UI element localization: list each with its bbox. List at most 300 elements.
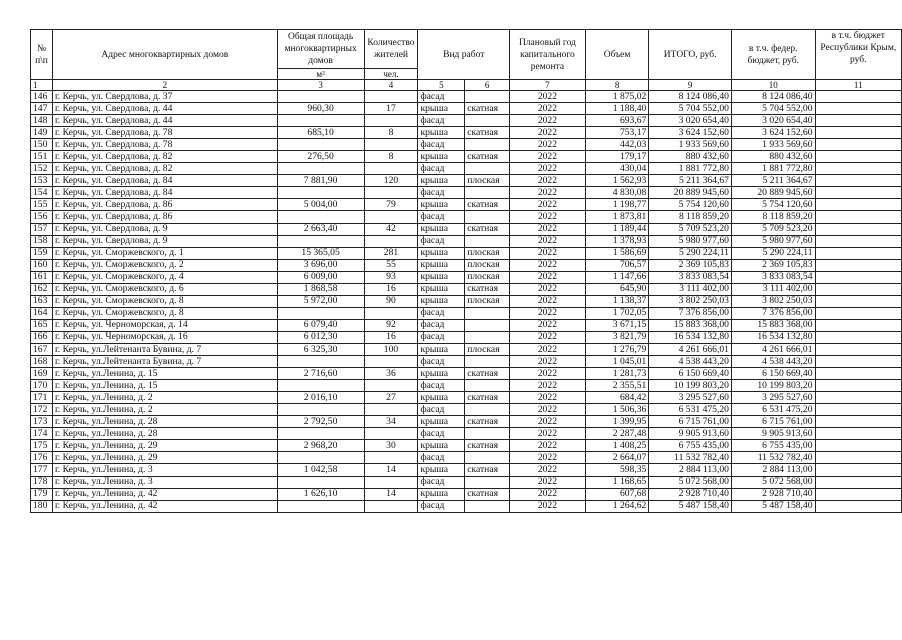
header-federal: в т.ч. федер. бюджет, руб. xyxy=(731,30,815,80)
address-cell: г. Керчь, ул. Свердлова, д. 86 xyxy=(52,199,277,211)
header-residents: Количество жителей xyxy=(364,30,418,69)
area-cell xyxy=(277,404,364,416)
address-cell: г. Керчь, ул. Свердлова, д. 78 xyxy=(52,127,277,139)
volume-cell: 684,42 xyxy=(585,392,649,404)
federal-cell: 3 624 152,60 xyxy=(731,127,815,139)
residents-cell xyxy=(364,211,418,223)
year-cell: 2022 xyxy=(510,416,586,428)
year-cell: 2022 xyxy=(510,476,586,488)
federal-cell: 3 833 083,54 xyxy=(731,271,815,283)
year-cell: 2022 xyxy=(510,368,586,380)
roof-type-cell xyxy=(465,235,510,247)
work-type-cell: крыша xyxy=(418,259,465,271)
address-cell: г. Керчь, ул.Ленина, д. 2 xyxy=(52,404,277,416)
volume-cell: 1 873,81 xyxy=(585,211,649,223)
area-cell: 15 365,05 xyxy=(277,247,364,259)
roof-type-cell xyxy=(465,452,510,464)
residents-cell: 100 xyxy=(364,343,418,355)
year-cell: 2022 xyxy=(510,223,586,235)
volume-cell: 1 399,95 xyxy=(585,416,649,428)
volume-cell: 1 198,77 xyxy=(585,199,649,211)
table-row xyxy=(31,307,902,319)
total-cell: 880 432,60 xyxy=(649,151,732,163)
total-cell: 6 150 669,40 xyxy=(649,368,732,380)
address-cell: г. Керчь, ул.Ленина, д. 15 xyxy=(52,368,277,380)
roof-type-cell xyxy=(465,319,510,331)
federal-cell: 8 124 086,40 xyxy=(731,91,815,103)
roof-type-cell: плоская xyxy=(465,175,510,187)
row-number: 172 xyxy=(31,404,53,416)
year-cell: 2022 xyxy=(510,139,586,151)
work-type-cell: фасад xyxy=(418,476,465,488)
row-number: 176 xyxy=(31,452,53,464)
year-cell: 2022 xyxy=(510,151,586,163)
row-number: 157 xyxy=(31,223,53,235)
residents-cell xyxy=(364,235,418,247)
table-row xyxy=(31,163,902,175)
crimea-cell xyxy=(815,488,901,500)
header-year: Плановый год капитального ремонта xyxy=(510,30,586,80)
residents-cell: 120 xyxy=(364,175,418,187)
table-row xyxy=(31,416,902,428)
header-address: Адрес многоквартирных домов xyxy=(52,30,277,80)
year-cell: 2022 xyxy=(510,295,586,307)
residents-cell: 27 xyxy=(364,392,418,404)
work-type-cell: фасад xyxy=(418,452,465,464)
crimea-cell xyxy=(815,307,901,319)
area-cell: 7 881,90 xyxy=(277,175,364,187)
residents-cell xyxy=(364,500,418,512)
residents-cell: 8 xyxy=(364,127,418,139)
total-cell: 1 933 569,60 xyxy=(649,139,732,151)
residents-cell: 14 xyxy=(364,488,418,500)
crimea-cell xyxy=(815,247,901,259)
roof-type-cell: скатная xyxy=(465,392,510,404)
row-number: 159 xyxy=(31,247,53,259)
header-area: Общая площадь многоквартирных домов xyxy=(277,30,364,69)
table-row xyxy=(31,404,902,416)
crimea-cell xyxy=(815,500,901,512)
total-cell: 2 884 113,00 xyxy=(649,464,732,476)
work-type-cell: крыша xyxy=(418,127,465,139)
volume-cell: 1 189,44 xyxy=(585,223,649,235)
header-area-unit: м² xyxy=(277,69,364,80)
crimea-cell xyxy=(815,115,901,127)
year-cell: 2022 xyxy=(510,199,586,211)
total-cell: 5 290 224,11 xyxy=(649,247,732,259)
crimea-cell xyxy=(815,175,901,187)
roof-type-cell xyxy=(465,187,510,199)
crimea-cell xyxy=(815,103,901,115)
roof-type-cell xyxy=(465,356,510,368)
total-cell: 3 802 250,03 xyxy=(649,295,732,307)
total-cell: 5 709 523,20 xyxy=(649,223,732,235)
column-number: 11 xyxy=(815,80,901,91)
work-type-cell: крыша xyxy=(418,440,465,452)
area-cell: 2 716,60 xyxy=(277,368,364,380)
table-row xyxy=(31,175,902,187)
address-cell: г. Керчь, ул. Сморжевского, д. 4 xyxy=(52,271,277,283)
table-row xyxy=(31,271,902,283)
header-residents-unit: чел. xyxy=(364,69,418,80)
federal-cell: 6 715 761,00 xyxy=(731,416,815,428)
roof-type-cell xyxy=(465,139,510,151)
crimea-cell xyxy=(815,187,901,199)
roof-type-cell: скатная xyxy=(465,199,510,211)
residents-cell: 16 xyxy=(364,331,418,343)
work-type-cell: крыша xyxy=(418,392,465,404)
year-cell: 2022 xyxy=(510,91,586,103)
area-cell xyxy=(277,428,364,440)
row-number: 174 xyxy=(31,428,53,440)
address-cell: г. Керчь, ул. Свердлова, д. 78 xyxy=(52,139,277,151)
column-number: 1 xyxy=(31,80,53,91)
row-number: 162 xyxy=(31,283,53,295)
roof-type-cell: плоская xyxy=(465,271,510,283)
table-row xyxy=(31,488,902,500)
address-cell: г. Керчь, ул. Свердлова, д. 37 xyxy=(52,91,277,103)
roof-type-cell: скатная xyxy=(465,103,510,115)
volume-cell: 1 168,65 xyxy=(585,476,649,488)
volume-cell: 1 378,93 xyxy=(585,235,649,247)
residents-cell: 36 xyxy=(364,368,418,380)
federal-cell: 3 020 654,40 xyxy=(731,115,815,127)
work-type-cell: фасад xyxy=(418,91,465,103)
row-number: 163 xyxy=(31,295,53,307)
federal-cell: 2 928 710,40 xyxy=(731,488,815,500)
federal-cell: 6 531 475,20 xyxy=(731,404,815,416)
area-cell xyxy=(277,187,364,199)
row-number: 149 xyxy=(31,127,53,139)
area-cell: 1 868,58 xyxy=(277,283,364,295)
volume-cell: 1 045,01 xyxy=(585,356,649,368)
volume-cell: 1 408,25 xyxy=(585,440,649,452)
federal-cell: 880 432,60 xyxy=(731,151,815,163)
federal-cell: 5 709 523,20 xyxy=(731,223,815,235)
year-cell: 2022 xyxy=(510,319,586,331)
federal-cell: 5 211 364,67 xyxy=(731,175,815,187)
total-cell: 8 124 086,40 xyxy=(649,91,732,103)
work-type-cell: крыша xyxy=(418,343,465,355)
roof-type-cell xyxy=(465,115,510,127)
year-cell: 2022 xyxy=(510,115,586,127)
header-volume: Объем xyxy=(585,30,649,80)
table-row xyxy=(31,211,902,223)
volume-cell: 179,17 xyxy=(585,151,649,163)
table-row xyxy=(31,91,902,103)
table-row xyxy=(31,115,902,127)
total-cell: 5 487 158,40 xyxy=(649,500,732,512)
table-row xyxy=(31,500,902,512)
federal-cell: 11 532 782,40 xyxy=(731,452,815,464)
roof-type-cell xyxy=(465,91,510,103)
residents-cell xyxy=(364,380,418,392)
year-cell: 2022 xyxy=(510,464,586,476)
year-cell: 2022 xyxy=(510,440,586,452)
federal-cell: 5 072 568,00 xyxy=(731,476,815,488)
column-number: 7 xyxy=(510,80,586,91)
residents-cell xyxy=(364,356,418,368)
column-number-row xyxy=(31,80,902,91)
column-number: 10 xyxy=(731,80,815,91)
row-number: 151 xyxy=(31,151,53,163)
work-type-cell: крыша xyxy=(418,488,465,500)
federal-cell: 9 905 913,60 xyxy=(731,428,815,440)
row-number: 153 xyxy=(31,175,53,187)
work-type-cell: фасад xyxy=(418,187,465,199)
address-cell: г. Керчь, ул. Черноморская, д. 16 xyxy=(52,331,277,343)
volume-cell: 1 147,66 xyxy=(585,271,649,283)
address-cell: г. Керчь, ул. Свердлова, д. 84 xyxy=(52,187,277,199)
year-cell: 2022 xyxy=(510,500,586,512)
total-cell: 2 928 710,40 xyxy=(649,488,732,500)
crimea-cell xyxy=(815,452,901,464)
residents-cell xyxy=(364,139,418,151)
total-cell: 6 531 475,20 xyxy=(649,404,732,416)
crimea-cell xyxy=(815,199,901,211)
work-type-cell: фасад xyxy=(418,211,465,223)
area-cell xyxy=(277,452,364,464)
header-total: ИТОГО, руб. xyxy=(649,30,732,80)
roof-type-cell xyxy=(465,380,510,392)
area-cell xyxy=(277,380,364,392)
federal-cell: 20 889 945,60 xyxy=(731,187,815,199)
volume-cell: 693,67 xyxy=(585,115,649,127)
work-type-cell: крыша xyxy=(418,464,465,476)
area-cell xyxy=(277,211,364,223)
total-cell: 9 905 913,60 xyxy=(649,428,732,440)
area-cell: 3 696,00 xyxy=(277,259,364,271)
header-num: № п\п xyxy=(31,30,53,80)
row-number: 179 xyxy=(31,488,53,500)
roof-type-cell: скатная xyxy=(465,368,510,380)
area-cell: 1 042,58 xyxy=(277,464,364,476)
volume-cell: 1 562,93 xyxy=(585,175,649,187)
roof-type-cell: скатная xyxy=(465,127,510,139)
residents-cell xyxy=(364,163,418,175)
table-row xyxy=(31,247,902,259)
crimea-cell xyxy=(815,91,901,103)
crimea-cell xyxy=(815,416,901,428)
table-row xyxy=(31,187,902,199)
area-cell: 685,10 xyxy=(277,127,364,139)
table-row xyxy=(31,139,902,151)
volume-cell: 1 264,62 xyxy=(585,500,649,512)
residents-cell xyxy=(364,187,418,199)
roof-type-cell: скатная xyxy=(465,151,510,163)
total-cell: 4 261 666,01 xyxy=(649,343,732,355)
total-cell: 3 111 402,00 xyxy=(649,283,732,295)
table-row xyxy=(31,331,902,343)
year-cell: 2022 xyxy=(510,235,586,247)
table-row xyxy=(31,103,902,115)
residents-cell xyxy=(364,307,418,319)
volume-cell: 1 875,02 xyxy=(585,91,649,103)
work-type-cell: фасад xyxy=(418,115,465,127)
year-cell: 2022 xyxy=(510,187,586,199)
table-row xyxy=(31,283,902,295)
address-cell: г. Керчь, ул. Свердлова, д. 86 xyxy=(52,211,277,223)
total-cell: 3 020 654,40 xyxy=(649,115,732,127)
address-cell: г. Керчь, ул.Ленина, д. 2 xyxy=(52,392,277,404)
volume-cell: 2 287,48 xyxy=(585,428,649,440)
residents-cell: 93 xyxy=(364,271,418,283)
crimea-cell xyxy=(815,211,901,223)
table-row xyxy=(31,319,902,331)
area-cell: 2 968,20 xyxy=(277,440,364,452)
header-crimea: в т.ч. бюджет Республики Крым, руб. xyxy=(815,30,901,80)
crimea-cell xyxy=(815,295,901,307)
address-cell: г. Керчь, ул. Свердлова, д. 9 xyxy=(52,223,277,235)
address-cell: г. Керчь, ул. Свердлова, д. 9 xyxy=(52,235,277,247)
residents-cell: 281 xyxy=(364,247,418,259)
federal-cell: 3 295 527,60 xyxy=(731,392,815,404)
table-row xyxy=(31,235,902,247)
total-cell: 11 532 782,40 xyxy=(649,452,732,464)
address-cell: г. Керчь, ул. Сморжевского, д. 8 xyxy=(52,295,277,307)
work-type-cell: фасад xyxy=(418,307,465,319)
area-cell: 6 012,30 xyxy=(277,331,364,343)
address-cell: г. Керчь, ул. Сморжевского, д. 1 xyxy=(52,247,277,259)
year-cell: 2022 xyxy=(510,259,586,271)
year-cell: 2022 xyxy=(510,247,586,259)
residents-cell: 90 xyxy=(364,295,418,307)
volume-cell: 3 821,79 xyxy=(585,331,649,343)
work-type-cell: фасад xyxy=(418,139,465,151)
federal-cell: 5 754 120,60 xyxy=(731,199,815,211)
crimea-cell xyxy=(815,163,901,175)
year-cell: 2022 xyxy=(510,380,586,392)
row-number: 154 xyxy=(31,187,53,199)
address-cell: г. Керчь, ул.Ленина, д. 29 xyxy=(52,440,277,452)
column-number: 2 xyxy=(52,80,277,91)
total-cell: 15 883 368,00 xyxy=(649,319,732,331)
row-number: 166 xyxy=(31,331,53,343)
row-number: 175 xyxy=(31,440,53,452)
roof-type-cell: плоская xyxy=(465,247,510,259)
work-type-cell: фасад xyxy=(418,500,465,512)
work-type-cell: крыша xyxy=(418,199,465,211)
area-cell xyxy=(277,476,364,488)
table-row xyxy=(31,428,902,440)
work-type-cell: фасад xyxy=(418,380,465,392)
column-number: 8 xyxy=(585,80,649,91)
year-cell: 2022 xyxy=(510,404,586,416)
total-cell: 3 833 083,54 xyxy=(649,271,732,283)
residents-cell: 17 xyxy=(364,103,418,115)
area-cell: 6 009,00 xyxy=(277,271,364,283)
year-cell: 2022 xyxy=(510,428,586,440)
total-cell: 20 889 945,60 xyxy=(649,187,732,199)
row-number: 180 xyxy=(31,500,53,512)
total-cell: 5 211 364,67 xyxy=(649,175,732,187)
row-number: 158 xyxy=(31,235,53,247)
federal-cell: 6 150 669,40 xyxy=(731,368,815,380)
total-cell: 3 624 152,60 xyxy=(649,127,732,139)
year-cell: 2022 xyxy=(510,127,586,139)
row-number: 147 xyxy=(31,103,53,115)
row-number: 169 xyxy=(31,368,53,380)
federal-cell: 5 704 552,00 xyxy=(731,103,815,115)
roof-type-cell xyxy=(465,211,510,223)
volume-cell: 607,68 xyxy=(585,488,649,500)
area-cell xyxy=(277,356,364,368)
address-cell: г. Керчь, ул.Ленина, д. 28 xyxy=(52,428,277,440)
table-row xyxy=(31,127,902,139)
table-row xyxy=(31,259,902,271)
work-type-cell: фасад xyxy=(418,319,465,331)
total-cell: 1 881 772,80 xyxy=(649,163,732,175)
residents-cell: 92 xyxy=(364,319,418,331)
volume-cell: 1 138,37 xyxy=(585,295,649,307)
row-number: 150 xyxy=(31,139,53,151)
work-type-cell: крыша xyxy=(418,283,465,295)
column-number: 3 xyxy=(277,80,364,91)
crimea-cell xyxy=(815,271,901,283)
year-cell: 2022 xyxy=(510,331,586,343)
address-cell: г. Керчь, ул. Сморжевского, д. 2 xyxy=(52,259,277,271)
residents-cell xyxy=(364,404,418,416)
total-cell: 2 369 105,83 xyxy=(649,259,732,271)
work-type-cell: крыша xyxy=(418,103,465,115)
work-type-cell: фасад xyxy=(418,404,465,416)
crimea-cell xyxy=(815,223,901,235)
roof-type-cell xyxy=(465,476,510,488)
row-number: 165 xyxy=(31,319,53,331)
federal-cell: 5 487 158,40 xyxy=(731,500,815,512)
residents-cell: 42 xyxy=(364,223,418,235)
roof-type-cell: скатная xyxy=(465,440,510,452)
crimea-cell xyxy=(815,343,901,355)
federal-cell: 1 881 772,80 xyxy=(731,163,815,175)
total-cell: 7 376 856,00 xyxy=(649,307,732,319)
row-number: 156 xyxy=(31,211,53,223)
total-cell: 16 534 132,80 xyxy=(649,331,732,343)
column-number: 6 xyxy=(465,80,510,91)
volume-cell: 1 586,69 xyxy=(585,247,649,259)
federal-cell: 8 118 859,20 xyxy=(731,211,815,223)
federal-cell: 1 933 569,60 xyxy=(731,139,815,151)
year-cell: 2022 xyxy=(510,211,586,223)
row-number: 168 xyxy=(31,356,53,368)
volume-cell: 3 671,15 xyxy=(585,319,649,331)
crimea-cell xyxy=(815,235,901,247)
residents-cell: 55 xyxy=(364,259,418,271)
residents-cell: 79 xyxy=(364,199,418,211)
total-cell: 6 755 435,00 xyxy=(649,440,732,452)
area-cell: 276,50 xyxy=(277,151,364,163)
row-number: 148 xyxy=(31,115,53,127)
address-cell: г. Керчь, ул. Свердлова, д. 84 xyxy=(52,175,277,187)
crimea-cell xyxy=(815,319,901,331)
header-work-type: Вид работ xyxy=(418,30,510,80)
roof-type-cell: скатная xyxy=(465,416,510,428)
work-type-cell: фасад xyxy=(418,356,465,368)
row-number: 170 xyxy=(31,380,53,392)
roof-type-cell xyxy=(465,404,510,416)
volume-cell: 645,90 xyxy=(585,283,649,295)
address-cell: г. Керчь, ул. Свердлова, д. 44 xyxy=(52,115,277,127)
volume-cell: 706,57 xyxy=(585,259,649,271)
residents-cell xyxy=(364,115,418,127)
volume-cell: 1 188,40 xyxy=(585,103,649,115)
row-number: 160 xyxy=(31,259,53,271)
crimea-cell xyxy=(815,127,901,139)
residents-cell xyxy=(364,452,418,464)
year-cell: 2022 xyxy=(510,392,586,404)
row-number: 173 xyxy=(31,416,53,428)
year-cell: 2022 xyxy=(510,271,586,283)
